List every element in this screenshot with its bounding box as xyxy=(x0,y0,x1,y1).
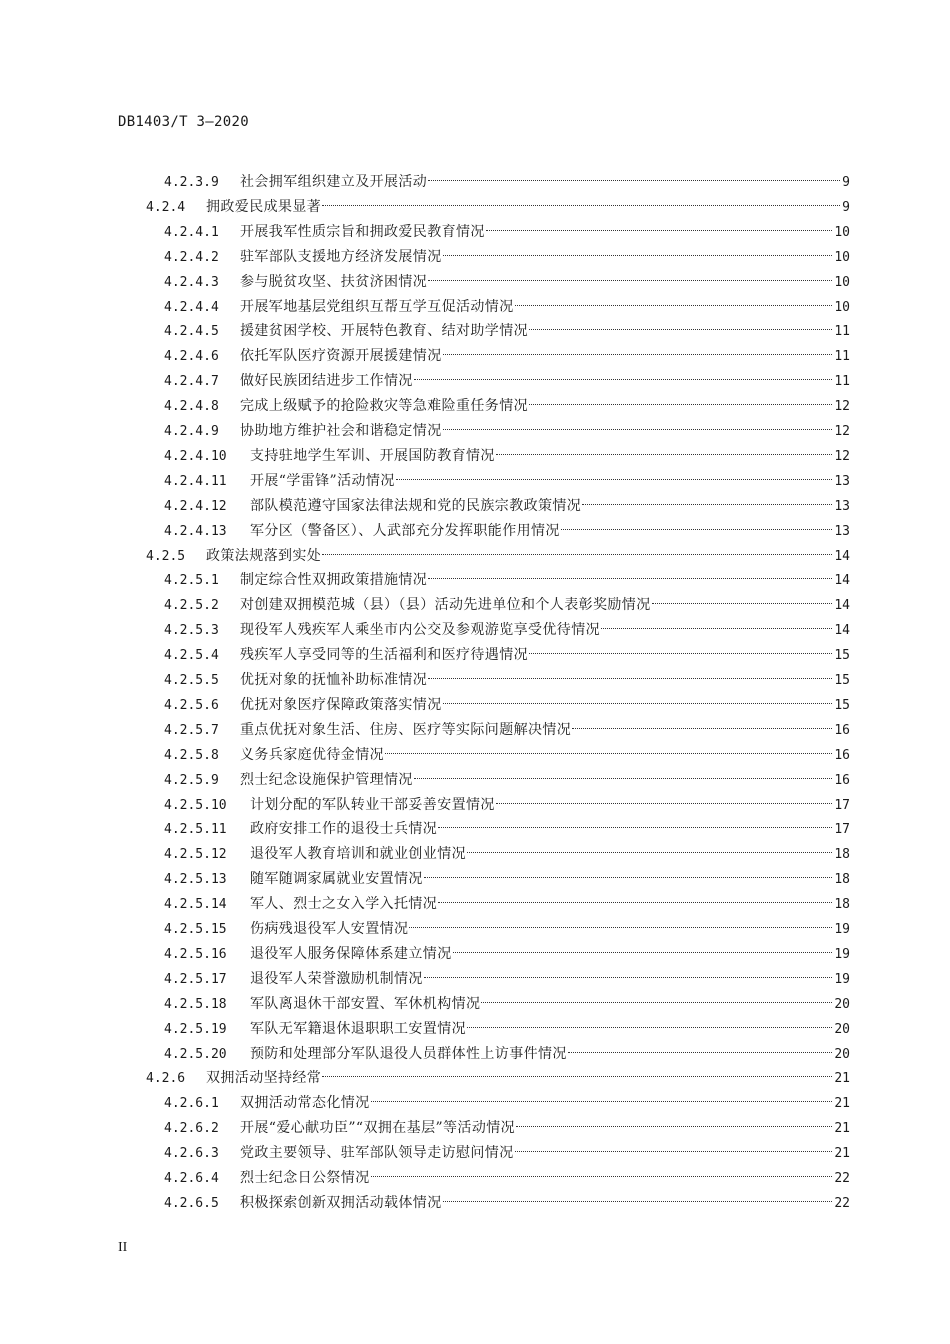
toc-entry-title: 部队模范遵守国家法律法规和党的民族宗教政策情况 xyxy=(250,497,582,514)
toc-entry[interactable] xyxy=(164,817,850,841)
dot-leader xyxy=(443,428,833,430)
toc-entry-page: 16 xyxy=(834,722,850,738)
toc-entry-number: 4.2.5.7 xyxy=(164,722,219,738)
dot-leader xyxy=(424,876,833,878)
toc-entry-number: 4.2.5.10 xyxy=(164,797,227,813)
toc-entry-number: 4.2.6.5 xyxy=(164,1195,219,1211)
dot-leader xyxy=(409,926,832,928)
toc-entry-number: 4.2.4.13 xyxy=(164,523,227,539)
dot-leader xyxy=(529,652,832,654)
dot-leader xyxy=(516,1125,832,1127)
toc-entry-number: 4.2.4 xyxy=(146,199,186,215)
toc-entry[interactable] xyxy=(164,270,850,294)
toc-entry-title: 重点优抚对象生活、住房、医疗等实际问题解决情况 xyxy=(240,721,572,738)
toc-entry-page: 16 xyxy=(834,747,850,763)
toc-entry[interactable] xyxy=(164,419,850,443)
dot-leader xyxy=(572,727,832,729)
toc-entry[interactable] xyxy=(164,942,850,966)
dot-leader xyxy=(515,304,833,306)
toc-entry-page: 18 xyxy=(834,872,850,888)
toc-entry-number: 4.2.4.10 xyxy=(164,448,227,464)
toc-entry-page: 14 xyxy=(834,548,850,564)
toc-entry-page: 21 xyxy=(834,1146,850,1162)
toc-entry-number: 4.2.6.4 xyxy=(164,1171,219,1186)
toc-entry-title: 拥政爱民成果显著 xyxy=(206,198,322,215)
toc-entry-title: 义务兵家庭优待金情况 xyxy=(240,746,384,763)
toc-entry-number: 4.2.5.9 xyxy=(164,772,219,788)
dot-leader xyxy=(428,577,832,579)
toc-entry[interactable] xyxy=(164,1141,850,1165)
toc-entry[interactable] xyxy=(164,1166,850,1190)
toc-entry[interactable] xyxy=(164,793,850,817)
dot-leader xyxy=(414,378,833,380)
toc-entry[interactable] xyxy=(164,369,850,393)
toc-entry-title: 军人、烈士之女入学入托情况 xyxy=(250,896,438,913)
toc-entry-page: 11 xyxy=(834,324,850,340)
dot-leader xyxy=(481,1001,832,1003)
dot-leader xyxy=(396,478,833,480)
dot-leader xyxy=(371,1100,833,1102)
toc-entry-page: 12 xyxy=(834,399,850,415)
toc-entry-number: 4.2.5.17 xyxy=(164,971,227,987)
dot-leader xyxy=(561,528,833,530)
toc-entry-title: 援建贫困学校、开展特色教育、结对助学情况 xyxy=(240,323,528,340)
toc-entry-number: 4.2.5.5 xyxy=(164,673,219,688)
toc-entry[interactable] xyxy=(164,768,850,792)
toc-entry[interactable] xyxy=(164,344,850,368)
toc-entry-page: 21 xyxy=(834,1121,850,1137)
toc-entry[interactable] xyxy=(164,220,850,244)
dot-leader xyxy=(428,179,840,181)
toc-entry-number: 4.2.6 xyxy=(146,1071,186,1087)
toc-entry-page: 20 xyxy=(834,996,850,1012)
toc-entry[interactable] xyxy=(164,1091,850,1115)
toc-entry[interactable] xyxy=(164,643,850,667)
toc-entry-title: 残疾军人享受同等的生活福利和医疗待遇情况 xyxy=(240,647,528,664)
toc-entry-title: 对创建双拥模范城（县）（县）活动先进单位和个人表彰奖励情况 xyxy=(240,597,651,614)
toc-entry[interactable] xyxy=(164,568,850,592)
toc-entry[interactable] xyxy=(164,867,850,891)
toc-entry-page: 22 xyxy=(834,1171,850,1186)
toc-entry-page: 10 xyxy=(834,299,850,315)
dot-leader xyxy=(568,1051,833,1053)
toc-entry-page: 19 xyxy=(834,922,850,937)
dot-leader xyxy=(652,602,833,604)
dot-leader xyxy=(371,1175,833,1177)
toc-entry-page: 16 xyxy=(834,772,850,788)
toc-entry-number: 4.2.5.2 xyxy=(164,598,219,614)
toc-entry-page: 13 xyxy=(834,498,850,514)
toc-entry[interactable] xyxy=(164,618,850,642)
toc-entry[interactable] xyxy=(164,1191,850,1215)
toc-entry-title: 驻军部队支援地方经济发展情况 xyxy=(240,248,442,265)
toc-entry-title: 协助地方维护社会和谐稳定情况 xyxy=(240,423,442,439)
toc-entry-page: 14 xyxy=(834,598,850,614)
dot-leader xyxy=(322,1075,832,1077)
toc-entry-page: 17 xyxy=(834,822,850,838)
toc-entry[interactable] xyxy=(164,668,850,692)
toc-entry-page: 11 xyxy=(834,374,850,390)
toc-entry-page: 12 xyxy=(834,424,850,439)
dot-leader xyxy=(428,279,832,281)
toc-entry-number: 4.2.6.1 xyxy=(164,1096,219,1112)
toc-entry-page: 13 xyxy=(834,473,850,489)
toc-entry[interactable] xyxy=(164,319,850,343)
toc-entry-title: 军队离退休干部安置、军休机构情况 xyxy=(250,995,481,1012)
dot-leader xyxy=(414,777,833,779)
toc-entry-number: 4.2.3.9 xyxy=(164,175,219,190)
toc-entry-page: 10 xyxy=(834,249,850,265)
toc-entry[interactable] xyxy=(164,992,850,1016)
dot-leader xyxy=(515,1150,833,1152)
toc-entry-title: 预防和处理部分军队退役人员群体性上访事件情况 xyxy=(250,1045,567,1062)
dot-leader xyxy=(443,1200,833,1202)
toc-entry-page: 22 xyxy=(834,1195,850,1211)
toc-entry-title: 开展军地基层党组织互帮互学互促活动情况 xyxy=(240,298,514,315)
dot-leader xyxy=(601,627,832,629)
toc-entry-number: 4.2.4.7 xyxy=(164,374,219,390)
toc-entry-title: 双拥活动坚持经常 xyxy=(206,1070,322,1087)
toc-entry[interactable] xyxy=(164,693,850,717)
toc-entry-number: 4.2.5.3 xyxy=(164,623,219,639)
toc-entry-page: 14 xyxy=(834,623,850,639)
toc-entry-title: 随军随调家属就业安置情况 xyxy=(250,871,423,888)
toc-entry-number: 4.2.4.3 xyxy=(164,274,219,290)
dot-leader xyxy=(467,851,832,853)
dot-leader xyxy=(453,951,833,953)
dot-leader xyxy=(322,204,840,206)
toc-entry-number: 4.2.4.1 xyxy=(164,224,219,240)
dot-leader xyxy=(322,553,832,555)
toc-entry-title: 社会拥军组织建立及开展活动 xyxy=(240,174,428,190)
toc-entry-number: 4.2.4.6 xyxy=(164,349,219,365)
toc-entry[interactable] xyxy=(164,743,850,767)
toc-entry-title: 参与脱贫攻坚、扶贫济困情况 xyxy=(240,273,428,290)
toc-entry-page: 20 xyxy=(834,1046,850,1062)
toc-entry-number: 4.2.4.9 xyxy=(164,424,219,439)
toc-entry-number: 4.2.5.20 xyxy=(164,1046,227,1062)
toc-entry-title: 优抚对象医疗保障政策落实情况 xyxy=(240,696,442,713)
toc-entry-number: 4.2.5.16 xyxy=(164,946,227,962)
toc-entry-title: 开展“学雷锋”活动情况 xyxy=(250,472,395,489)
dot-leader xyxy=(496,453,833,455)
toc-entry-title: 优抚对象的抚恤补助标准情况 xyxy=(240,672,428,688)
toc-entry-number: 4.2.5.12 xyxy=(164,847,227,863)
toc-entry-page: 21 xyxy=(834,1071,850,1087)
toc-entry-page: 15 xyxy=(834,697,850,713)
dot-leader xyxy=(467,1026,832,1028)
toc-entry[interactable] xyxy=(164,917,850,941)
dot-leader xyxy=(438,826,832,828)
dot-leader xyxy=(443,254,833,256)
toc-entry[interactable] xyxy=(164,1116,850,1140)
toc-entry-title: 依托军队医疗资源开展援建情况 xyxy=(240,348,442,365)
toc-entry-number: 4.2.5.18 xyxy=(164,996,227,1012)
toc-entry-title: 支持驻地学生军训、开展国防教育情况 xyxy=(250,447,495,464)
toc-entry-title: 计划分配的军队转业干部妥善安置情况 xyxy=(250,796,495,813)
toc-entry-page: 10 xyxy=(834,224,850,240)
toc-entry-page: 19 xyxy=(834,971,850,987)
toc-entry-number: 4.2.5.13 xyxy=(164,872,227,888)
toc-entry[interactable] xyxy=(164,892,850,916)
toc-entry-title: 政府安排工作的退役士兵情况 xyxy=(250,821,438,838)
toc-entry-number: 4.2.5.4 xyxy=(164,648,219,664)
toc-entry-title: 双拥活动常态化情况 xyxy=(240,1095,370,1112)
toc-entry-page: 11 xyxy=(834,349,850,365)
toc-entry[interactable] xyxy=(164,842,850,866)
toc-entry[interactable] xyxy=(146,195,850,219)
toc-entry-number: 4.2.5.8 xyxy=(164,747,219,763)
toc-entry-title: 现役军人残疾军人乘坐市内公交及参观游览享受优待情况 xyxy=(240,622,600,639)
toc-entry-number: 4.2.5.11 xyxy=(164,822,227,838)
toc-entry-page: 9 xyxy=(842,175,850,190)
dot-leader xyxy=(428,677,832,679)
toc-entry[interactable] xyxy=(164,394,850,418)
toc-entry-page: 18 xyxy=(834,847,850,863)
toc-entry-title: 积极探索创新双拥活动载体情况 xyxy=(240,1194,442,1211)
toc-entry[interactable] xyxy=(164,469,850,493)
toc-entry[interactable] xyxy=(164,967,850,991)
toc-entry-number: 4.2.4.11 xyxy=(164,473,227,489)
toc-entry-number: 4.2.4.5 xyxy=(164,324,219,340)
dot-leader xyxy=(529,403,832,405)
toc-entry-number: 4.2.6.2 xyxy=(164,1121,219,1137)
toc-entry-title: 退役军人荣誉激励机制情况 xyxy=(250,970,423,987)
toc-entry-page: 20 xyxy=(834,1021,850,1037)
toc-entry-title: 做好民族团结进步工作情况 xyxy=(240,373,413,390)
toc-entry[interactable] xyxy=(164,170,850,194)
toc-entry-page: 9 xyxy=(842,199,850,215)
toc-entry-title: 退役军人教育培训和就业创业情况 xyxy=(250,846,466,863)
toc-entry-title: 退役军人服务保障体系建立情况 xyxy=(250,945,452,962)
toc-entry-title: 党政主要领导、驻军部队领导走访慰问情况 xyxy=(240,1145,514,1162)
toc-entry-page: 15 xyxy=(834,648,850,664)
toc-entry-title: 制定综合性双拥政策措施情况 xyxy=(240,572,428,589)
toc-entry-number: 4.2.6.3 xyxy=(164,1146,219,1162)
document-code-header: DB1403/T 3—2020 xyxy=(118,114,249,130)
toc-entry-number: 4.2.4.12 xyxy=(164,498,227,514)
toc-entry[interactable] xyxy=(164,444,850,468)
toc-entry[interactable] xyxy=(146,544,850,568)
toc-entry-title: 完成上级赋予的抢险救灾等急难险重任务情况 xyxy=(240,398,528,415)
toc-entry-page: 10 xyxy=(834,274,850,290)
toc-entry-number: 4.2.5.6 xyxy=(164,697,219,713)
dot-leader xyxy=(424,976,833,978)
toc-entry-title: 军队无军籍退休退职职工安置情况 xyxy=(250,1020,466,1037)
toc-entry-page: 21 xyxy=(834,1096,850,1112)
toc-entry-title: 烈士纪念设施保护管理情况 xyxy=(240,771,413,788)
toc-entry-title: 开展我军性质宗旨和拥政爱民教育情况 xyxy=(240,223,485,240)
toc-entry[interactable] xyxy=(164,245,850,269)
toc-entry-number: 4.2.5 xyxy=(146,548,186,564)
toc-entry-number: 4.2.5.1 xyxy=(164,573,219,589)
toc-entry-number: 4.2.5.15 xyxy=(164,922,227,937)
toc-entry-page: 19 xyxy=(834,946,850,962)
toc-entry[interactable] xyxy=(164,519,850,543)
toc-entry-page: 17 xyxy=(834,797,850,813)
toc-entry-page: 14 xyxy=(834,573,850,589)
toc-entry[interactable] xyxy=(164,494,850,518)
toc-entry-title: 军分区（警备区）、人武部充分发挥职能作用情况 xyxy=(250,522,560,539)
toc-entry[interactable] xyxy=(146,1066,850,1090)
toc-entry-page: 18 xyxy=(834,897,850,913)
toc-entry[interactable] xyxy=(164,718,850,742)
toc-entry-number: 4.2.5.19 xyxy=(164,1021,227,1037)
page-number-footer: II xyxy=(118,1240,128,1255)
toc-entry-number: 4.2.5.14 xyxy=(164,897,227,913)
toc-entry[interactable] xyxy=(164,593,850,617)
toc-entry-title: 开展“爱心献功臣”“双拥在基层”等活动情况 xyxy=(240,1120,516,1137)
toc-entry-page: 12 xyxy=(834,448,850,464)
toc-entry-title: 政策法规落到实处 xyxy=(206,547,322,564)
dot-leader xyxy=(443,702,833,704)
dot-leader xyxy=(438,901,832,903)
toc-entry-title: 烈士纪念日公祭情况 xyxy=(240,1170,370,1186)
toc-entry[interactable] xyxy=(164,1042,850,1066)
dot-leader xyxy=(529,328,832,330)
toc-entry[interactable] xyxy=(164,1017,850,1041)
toc-entry-number: 4.2.4.8 xyxy=(164,399,219,415)
dot-leader xyxy=(385,752,832,754)
toc-entry-page: 13 xyxy=(834,523,850,539)
toc-entry[interactable] xyxy=(164,295,850,319)
dot-leader xyxy=(582,503,832,505)
toc-entry-title: 伤病残退役军人安置情况 xyxy=(250,921,409,937)
toc-entry-number: 4.2.4.2 xyxy=(164,249,219,265)
toc-entry-number: 4.2.4.4 xyxy=(164,299,219,315)
dot-leader xyxy=(496,802,833,804)
toc-entry-page: 15 xyxy=(834,673,850,688)
dot-leader xyxy=(486,229,833,231)
dot-leader xyxy=(443,353,833,355)
